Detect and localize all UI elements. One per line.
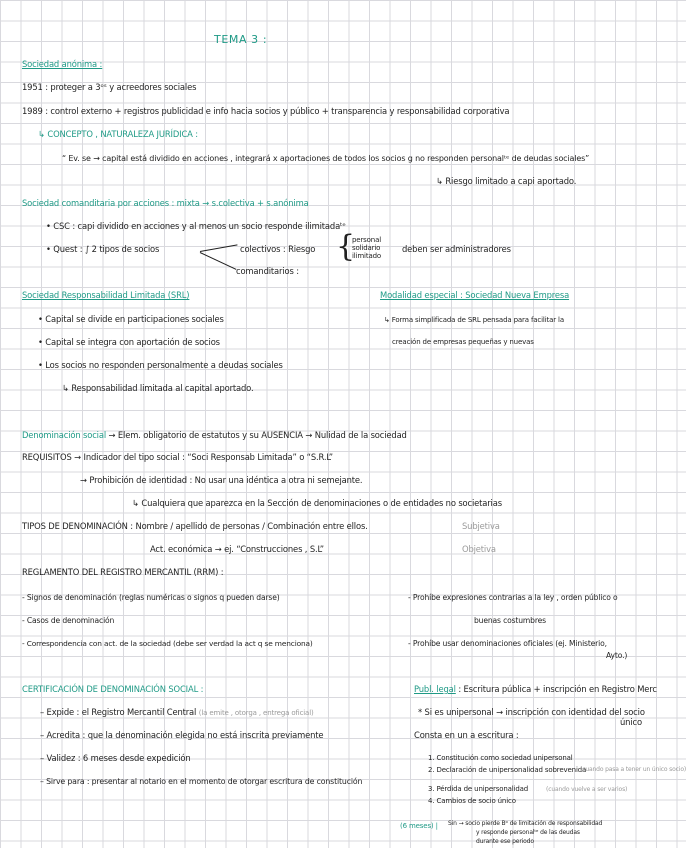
reglamento-left-1: - Signos de denominación (reglas numéricas o signos q pueden darse) [22, 593, 280, 602]
concepto-text: “ Ev. se → capital está dividido en acciones , integrará x aportaciones de todos los socios g no responden personalᵗᵉ de deudas sociales” [62, 154, 590, 163]
cert-acredita: – Acredita : que la denominación elegida no está inscrita previamente [40, 730, 324, 740]
line-quest: • Quest : ∫ 2 tipos de socios [46, 244, 160, 254]
heading-denominacion: Denominación social [22, 430, 107, 440]
heading-comanditaria: Sociedad comanditaria por acciones : mixta → s.colectiva + s.anónima [22, 198, 309, 208]
publicidad-item-2: 2. Declaración de unipersonalidad sobrevenida [428, 766, 587, 774]
reglamento-right-1b: buenas costumbres [474, 616, 546, 625]
denominacion-heading-rest: → Elem. obligatorio de estatutos y su AUSENCIA → Nulidad de la sociedad [108, 430, 407, 440]
publicidad-unipersonal: * Si es unipersonal → inscripción con identidad del socio [418, 707, 645, 717]
publicidad-note-3: (cuando vuelve a ser varios) [546, 786, 628, 793]
heading-certificacion: CERTIFICACIÓN DE DENOMINACIÓN SOCIAL : [22, 684, 204, 694]
srl-point-3: • Los socios no responden personalmente a deudas sociales [38, 360, 283, 370]
publicidad-consta: Consta en un a escritura : [414, 730, 519, 740]
publicidad-foot-d: durante ese periodo [476, 838, 534, 845]
cert-expide: – Expide : el Registro Mercantil Central [40, 707, 197, 717]
label-subjetiva: Subjetiva [462, 521, 500, 531]
nueva-empresa-text-1: ↳ Forma simplificada de SRL pensada para facilitar la [384, 316, 564, 324]
reglamento-right-1: - Prohíbe expresiones contrarias a la ley , orden público o [408, 593, 618, 602]
publicidad-unipersonal-b: único [620, 717, 642, 727]
brace-icon: { [336, 229, 356, 264]
line-csc: • CSC : capi dividido en acciones y al menos un socio responde ilimitadaᵗᵉ [46, 221, 346, 231]
requisitos-line: REQUISITOS → Indicador del tipo social : “Soci Responsab Limitada” o “S.R.L” [22, 452, 333, 462]
publicidad-line [414, 684, 657, 695]
cert-sirve: – Sirve para : presentar al notario en el momento de otorgar escritura de constitución [40, 777, 363, 786]
label-objetiva: Objetiva [462, 544, 496, 554]
line-1951: 1951 : proteger a 3ᵒˢ y acreedores sociales [22, 82, 197, 92]
concepto-note: ↳ Riesgo limitado a capi aportado. [436, 176, 577, 186]
cualquiera-line: ↳ Cualquiera que aparezca en la Sección de denominaciones o de entidades no societarias [132, 498, 502, 508]
srl-point-1: • Capital se divide en participaciones sociales [38, 314, 224, 324]
publicidad-item-4: 4. Cambios de socio único [428, 797, 516, 805]
reglamento-left-2: - Casos de denominación [22, 616, 115, 625]
act-line: Act. económica → ej. “Construcciones , S.L” [150, 544, 324, 554]
line-admin: deben ser administradores [402, 244, 511, 254]
branch-line-up [200, 244, 238, 252]
cert-expide-line [40, 707, 314, 718]
publicidad-foot-b: Sin → socio pierde Bᵒ de limitación de responsabilidad [448, 820, 603, 827]
line-colectivos: colectivos : Riesgo [240, 244, 316, 254]
reglamento-left-3: - Correspondencia con act. de la sociedad (debe ser verdad la act q se menciona) [22, 639, 313, 648]
cert-validez: – Validez : 6 meses desde expedición [40, 753, 191, 763]
riesgo-opt-1: personal [352, 236, 382, 244]
line-1989: 1989 : control externo + registros publicidad e info hacia socios y público + transparencia y responsabilidad corporativa [22, 106, 510, 116]
publicidad-foot-a: (6 meses) | [400, 822, 438, 830]
reglamento-right-2b: Ayto.) [606, 651, 628, 660]
riesgo-opt-3: ilimitado [352, 252, 382, 260]
srl-point-2: • Capital se integra con aportación de socios [38, 337, 220, 347]
page-title: TEMA 3 : [214, 33, 268, 46]
nueva-empresa-text-2: creación de empresas pequeñas y nuevas [392, 338, 534, 346]
denominacion-line [22, 430, 407, 441]
heading-sociedad-anonima: Sociedad anónima : [22, 59, 103, 69]
branch-line-down [200, 252, 237, 270]
reglamento-right-2: - Prohíbe usar denominaciones oficiales (ej. Ministerio, [408, 639, 607, 648]
cert-expide-note: (la emite , otorga , entrega oficial) [198, 709, 314, 717]
heading-nueva-empresa: Modalidad especial : Sociedad Nueva Empresa [380, 290, 570, 300]
heading-publicidad: Publ. legal [414, 684, 456, 694]
publicidad-item-3: 3. Pérdida de unipersonalidad [428, 785, 529, 793]
publicidad-note-2: (cuando pasa a tener un único socio) [580, 766, 686, 773]
publicidad-foot-c: y responde personalᵗᵉ de las deudas [476, 829, 580, 836]
riesgo-opt-2: solidario [352, 244, 381, 252]
srl-point-3-note: ↳ Responsabilidad limitada al capital aportado. [62, 383, 254, 393]
publicidad-item-1: 1. Constitución como sociedad unipersonal [428, 754, 573, 762]
line-comanditarios: comanditarios : [236, 266, 299, 276]
heading-srl: Sociedad Responsabilidad Limitada (SRL) [22, 290, 190, 300]
concepto-heading: ↳ CONCEPTO , NATURALEZA JURÍDICA : [38, 129, 198, 139]
prohibicion-line: → Prohibición de identidad : No usar una idéntica a otra ni semejante. [80, 475, 363, 485]
reglamento-heading: REGLAMENTO DEL REGISTRO MERCANTIL (RRM) : [22, 567, 224, 577]
tipos-line: TIPOS DE DENOMINACIÓN : Nombre / apellido de personas / Combinación entre ellos. [22, 521, 368, 531]
publicidad-heading-rest: : Escritura pública + inscripción en Registro Merc [458, 684, 657, 694]
